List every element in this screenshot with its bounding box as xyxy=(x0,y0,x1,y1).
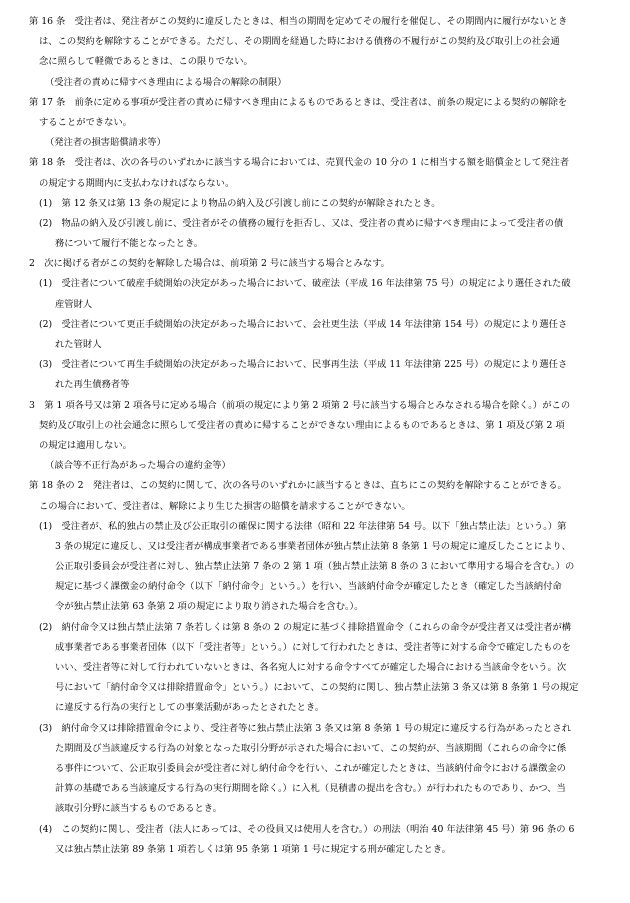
text-line: 3 第 1 項各号又は第 2 項各号に定める場合（前項の規定により第 2 項第 2 号に該当する場合とみなされる場合を除く。）がこの xyxy=(29,399,571,411)
text-line: 第 18 条の 2 発注者は、この契約に関して、次の各号のいずれかに該当するときは、直ちにこの契約を解除することができる。 xyxy=(29,480,567,492)
text-line: (2) 物品の納入及び引渡し前に、受注者がその債務の履行を拒否し、又は、受注者の責めに帰すべき理由によって受注者の債 xyxy=(39,217,564,229)
text-line: る事件について、公正取引委員会が受注者に対し納付命令を行い、これが確定したときは、当該納付命令における課徴金の xyxy=(55,762,566,774)
text-line: 第 16 条 受注者は、発注者がこの契約に違反したときは、相当の期間を定めてその履行を催促し、その期間内に履行がないとき xyxy=(29,16,568,27)
text-line: （受注者の責めに帰すべき理由による場合の解除の制限） xyxy=(45,76,287,88)
text-line: （発注者の損害賠償請求等） xyxy=(45,137,166,149)
text-line: (1) 第 12 条又は第 13 条の規定により物品の納入及び引渡し前にこの契約が解除されたとき。 xyxy=(39,197,441,209)
text-line: の規定は適用しない。 xyxy=(39,439,132,451)
text-line: 3 条の規定に違反し、又は受注者が構成事業者である事業者団体が独占禁止法第 8 条第 1 号の規定に違反したことにより、 xyxy=(55,540,571,552)
text-line: (2) 受注者について更正手続開始の決定があった場合において、会社更生法（平成 14 年法律第 154 号）の規定により選任さ xyxy=(39,318,568,330)
text-line: (4) この契約に関し、受注者（法人にあっては、その役員又は使用人を含む。）の刑法（明治 40 年法律第 45 号）第 96 条の 6 xyxy=(39,823,575,835)
text-line: 第 17 条 前条に定める事項が受注者の責めに帰すべき理由によるものであるときは、受注者は、前条の規定による契約の解除を xyxy=(29,96,568,108)
text-line: 第 18 条 受注者は、次の各号のいずれかに該当する場合においては、売買代金の 10 分の 1 に相当する額を賠償金として発注者 xyxy=(29,157,570,169)
text-line: 規定に基づく課徴金の納付命令（以下「納付命令」という。）を行い、当該納付命令が確定したとき（確定した当該納付命 xyxy=(55,581,562,593)
text-line: 産管財人 xyxy=(55,298,93,310)
text-line: に違反する行為の実行としての事業活動があったとされたとき。 xyxy=(55,702,325,714)
text-line: た期間及び当該違反する行為の対象となった取引分野が示された場合において、この契約が、当該期間（これらの命令に係 xyxy=(55,742,567,754)
text-line: いい、受注者等に対して行われていないときは、各名宛人に対する命令すべてが確定した場合における当該命令をいう。次 xyxy=(55,662,567,673)
text-line: 号において「納付命令又は排除措置命令」という。）において、この契約に関し、独占禁止法第 3 条又は第 8 条第 1 号の規定 xyxy=(55,682,579,694)
text-line: (1) 受注者が、私的独占の禁止及び公正取引の確保に関する法律（昭和 22 年法律第 54 号。以下「独占禁止法」という。）第 xyxy=(39,520,567,532)
text-line: （談合等不正行為があった場合の違約金等） xyxy=(45,460,231,472)
text-line: れた管財人 xyxy=(55,339,102,350)
text-line: 令が独占禁止法第 63 条第 2 項の規定により取り消された場合を含む。）。 xyxy=(55,601,364,613)
text-line: 務について履行不能となったとき。 xyxy=(55,238,204,250)
text-line: 成事業者である事業者団体（以下「受注者等」という。）に対して行われたときは、受注者等に対する命令で確定したものを xyxy=(55,641,571,653)
text-line: の規定する期間内に支払わなければならない。 xyxy=(39,177,235,189)
text-line: 念に照らして軽微であるときは、この限りでない。 xyxy=(39,56,253,68)
text-line: (2) 納付命令又は独占禁止法第 7 条若しくは第 8 条の 2 の規定に基づく排除措置命令（これらの命令が受注者又は受注者が構 xyxy=(39,621,572,633)
text-line: 該取引分野に該当するものであるとき。 xyxy=(55,803,222,815)
text-line: 又は独占禁止法第 89 条第 1 項若しくは第 95 条第 1 項第 1 号に規定する刑が確定したとき。 xyxy=(55,843,451,855)
text-line: (3) 受注者について再生手続開始の決定があった場合において、民事再生法（平成 11 年法律第 225 号）の規定により選任さ xyxy=(39,359,568,371)
text-line: は、この契約を解除することができる。ただし、その期間を経過した時における債務の不履行がこの契約及び取引上の社会通 xyxy=(39,36,560,48)
text-line: (3) 納付命令又は排除措置命令により、受注者等に独占禁止法第 3 条又は第 8 条第 1 号の規定に違反する行為があったとされ xyxy=(39,722,571,734)
text-line: この場合において、受注者は、解除により生じた損害の賠償を請求することができない。 xyxy=(39,500,411,512)
text-line: 契約及び取引上の社会通念に照らして受注者の責めに帰することができない理由によるものであるときは、第 1 項及び第 2 項 xyxy=(39,419,565,431)
text-line: (1) 受注者について破産手続開始の決定があった場合において、破産法（平成 16 年法律第 75 号）の規定により選任された破 xyxy=(39,278,571,290)
text-line: することができない。 xyxy=(39,116,132,128)
text-line: れた再生債務者等 xyxy=(55,379,130,391)
text-line: 公正取引委員会が受注者に対し、独占禁止法第 7 条の 2 第 1 項（独占禁止法第 8 条の 3 において準用する場合を含む。）の xyxy=(55,561,575,573)
text-line: 計算の基礎である当該違反する行為の実行期間を除く。）に入札（見積書の提出を含む。）が行われたものであり、かつ、当 xyxy=(55,783,566,795)
text-line: 2 次に掲げる者がこの契約を解除した場合は、前項第 2 号に該当する場合とみなす。 xyxy=(29,258,390,270)
